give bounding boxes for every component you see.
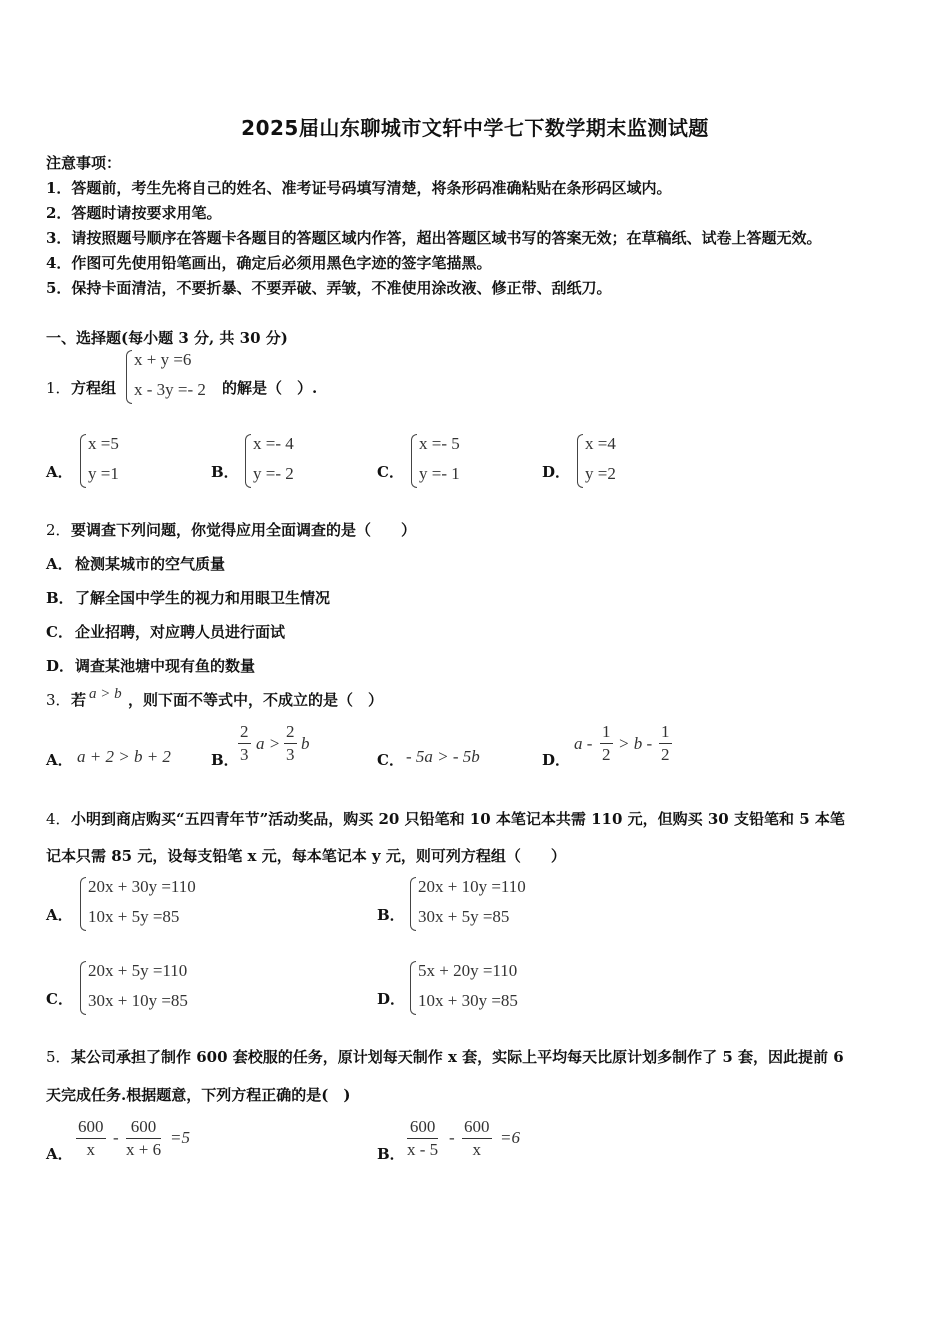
equation: x =- 4 xyxy=(253,434,294,453)
numerator: 600 xyxy=(76,1116,106,1139)
denominator: 3 xyxy=(240,745,249,764)
numerator: 2 xyxy=(238,721,251,744)
page-title: 2025届山东聊城市文轩中学七下数学期末监测试题 xyxy=(241,116,709,140)
equation: y =- 1 xyxy=(419,464,460,483)
numerator: 1 xyxy=(659,721,672,744)
option-a-expr: a + 2 > b + 2 xyxy=(77,747,171,766)
expr-part: b xyxy=(301,734,310,753)
equation: 10x + 5y =85 xyxy=(88,907,180,926)
notice-item: 4．作图可先使用铅笔画出，确定后必须用黑色字迹的签字笔描黑。 xyxy=(46,254,492,272)
equation: x =5 xyxy=(88,434,119,453)
question-number: 3． xyxy=(46,691,71,709)
equation: 30x + 5y =85 xyxy=(418,907,510,926)
option-c-expr: - 5a > - 5b xyxy=(406,747,480,766)
fraction xyxy=(462,1116,492,1161)
numerator: 600 xyxy=(462,1116,492,1139)
option-label: A． xyxy=(46,463,73,481)
question-text: 某公司承担了制作 600 套校服的任务，原计划每天制作 x 套，实际上平均每天比原计划多制作了 5 套，因此提前 6 xyxy=(71,1048,844,1066)
operator: - xyxy=(113,1128,119,1147)
option-text: 调查某池塘中现有鱼的数量 xyxy=(75,657,256,675)
equation: 10x + 30y =85 xyxy=(418,991,518,1010)
fraction xyxy=(407,1116,438,1161)
option-label: A． xyxy=(46,906,73,924)
denominator: 2 xyxy=(661,745,670,764)
expr-part: > b - xyxy=(618,734,653,753)
equation: 20x + 10y =110 xyxy=(418,877,526,896)
numerator: 600 xyxy=(126,1116,161,1139)
question-text: 天完成任务.根据题意，下列方程正确的是( ) xyxy=(46,1086,351,1104)
denominator: x - 5 xyxy=(407,1140,439,1159)
option-text: 检测某城市的空气质量 xyxy=(75,555,226,573)
question-text: 方程组 xyxy=(71,379,117,397)
fraction xyxy=(659,721,672,766)
notice-item: 2．答题时请按要求用笔。 xyxy=(46,204,222,222)
fraction xyxy=(126,1116,161,1161)
option-label: B． xyxy=(211,751,239,769)
option-label: A． xyxy=(46,1145,73,1163)
option-text: 了解全国中学生的视力和用眼卫生情况 xyxy=(75,589,331,607)
equation: 20x + 5y =110 xyxy=(88,961,188,980)
option-label: A． xyxy=(46,555,73,573)
denominator: x xyxy=(472,1140,481,1159)
option-label: B． xyxy=(377,1145,405,1163)
option-label: C． xyxy=(46,623,73,641)
equation: y =1 xyxy=(88,464,119,483)
expr-part: a - xyxy=(574,734,593,753)
equation: y =2 xyxy=(585,464,616,483)
notice-item: 5．保持卡面清洁，不要折暴、不要弄破、弄皱，不准使用涂改液、修正带、刮纸刀。 xyxy=(46,279,612,297)
question-text: 若 xyxy=(71,691,87,709)
option-text: 企业招聘，对应聘人员进行面试 xyxy=(75,623,286,641)
question-text: 要调查下列问题，你觉得应用全面调查的是（ ） xyxy=(71,521,417,539)
question-number: 2． xyxy=(46,521,71,539)
denominator: 3 xyxy=(286,745,295,764)
option-label: B． xyxy=(211,463,239,481)
option-label: D． xyxy=(377,990,406,1008)
option-label: D． xyxy=(542,463,571,481)
denominator: 2 xyxy=(602,745,611,764)
option-label: C． xyxy=(46,990,73,1008)
operator: - xyxy=(449,1128,455,1147)
equation: 5x + 20y =110 xyxy=(418,961,518,980)
fraction xyxy=(76,1116,106,1161)
notice-heading: 注意事项： xyxy=(46,154,122,172)
option-label: C． xyxy=(377,463,404,481)
question-number: 5． xyxy=(46,1048,71,1066)
equation: 20x + 30y =110 xyxy=(88,877,196,896)
option-label: D． xyxy=(542,751,571,769)
rhs: =5 xyxy=(170,1128,190,1147)
equation: x =- 5 xyxy=(419,434,460,453)
option-label: D． xyxy=(46,657,75,675)
question-text: ，则下面不等式中，不成立的是（ ） xyxy=(128,691,384,709)
rhs: =6 xyxy=(500,1128,520,1147)
option-label: B． xyxy=(46,589,74,607)
equation: x - 3y =- 2 xyxy=(134,380,206,399)
numerator: 600 xyxy=(407,1116,438,1139)
notice-item: 1．答题前，考生先将自己的姓名、准考证号码填写清楚，将条形码准确粘贴在条形码区域内。 xyxy=(46,179,672,197)
option-label: B． xyxy=(377,906,405,924)
section-heading: 一、选择题(每小题 3 分, 共 30 分) xyxy=(46,329,288,347)
numerator: 1 xyxy=(600,721,613,744)
question-text: 小明到商店购买“五四青年节”活动奖品，购买 20 只铅笔和 10 本笔记本共需 110 元，但购买 30 支铅笔和 5 本笔 xyxy=(71,810,845,828)
equation: x =4 xyxy=(585,434,616,453)
fraction xyxy=(284,721,297,766)
equation: x + y =6 xyxy=(134,350,192,369)
question-number: 1． xyxy=(46,379,71,397)
expr-part: a > xyxy=(256,734,281,753)
denominator: x xyxy=(86,1140,95,1159)
question-text: 的解是（ ）. xyxy=(222,379,318,397)
equation: 30x + 10y =85 xyxy=(88,991,188,1010)
question-number: 4． xyxy=(46,810,71,828)
option-label: C． xyxy=(377,751,404,769)
denominator: x + 6 xyxy=(126,1140,162,1159)
fraction xyxy=(600,721,613,766)
numerator: 2 xyxy=(284,721,297,744)
condition-expr: a > b xyxy=(89,686,122,702)
question-text: 记本只需 85 元，设每支铅笔 x 元，每本笔记本 y 元，则可列方程组（ ） xyxy=(46,847,566,865)
option-label: A． xyxy=(46,751,73,769)
notice-item: 3．请按照题号顺序在答题卡各题目的答题区域内作答，超出答题区域书写的答案无效；在草稿纸、试卷上答题无效。 xyxy=(46,229,822,247)
fraction xyxy=(238,721,251,766)
equation: y =- 2 xyxy=(253,464,294,483)
